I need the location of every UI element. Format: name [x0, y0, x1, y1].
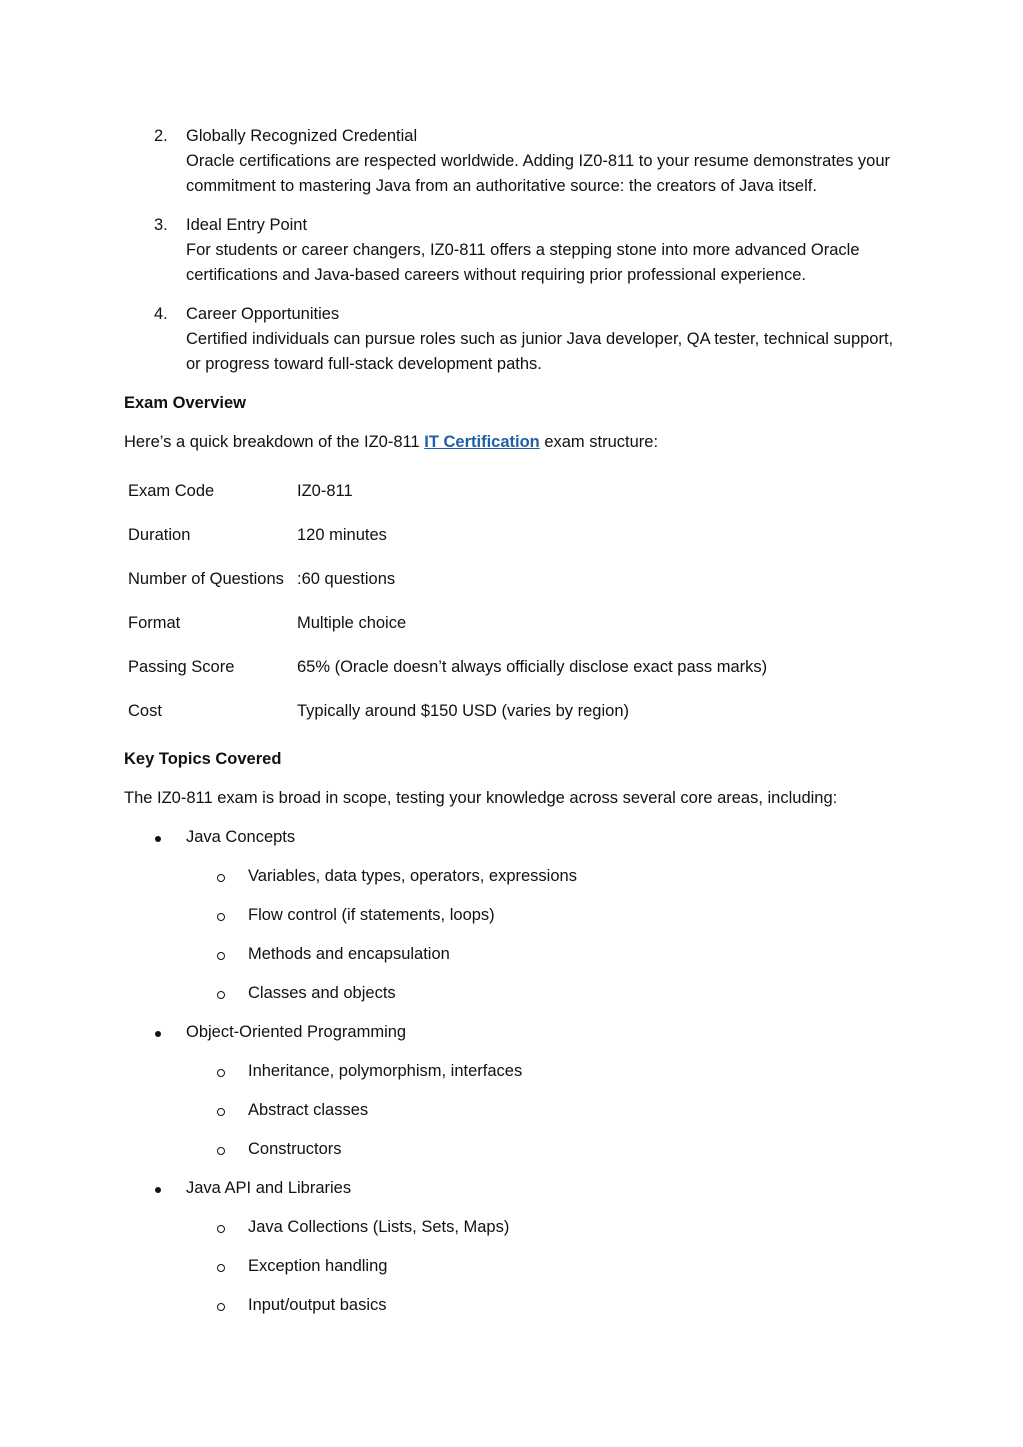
- table-row: [124, 469, 767, 513]
- key-topics-intro: The IZ0-811 exam is broad in scope, testing your knowledge across several core areas, including:: [124, 789, 838, 807]
- exam-overview-table: [124, 469, 767, 733]
- subtopic: Inheritance, polymorphism, interfaces: [248, 1062, 523, 1080]
- table-row: [124, 557, 767, 601]
- bullet-icon: [155, 1187, 161, 1193]
- intro-text: Here’s a quick breakdown of the IZ0-811: [124, 433, 425, 451]
- circle-bullet-icon: [217, 913, 225, 921]
- circle-bullet-icon: [217, 1303, 225, 1311]
- row-label: Number of Questions: [128, 569, 284, 588]
- bullet-icon: [155, 1031, 161, 1037]
- table-row: [124, 645, 767, 689]
- row-value: 65% (Oracle doesn’t always officially disclose exact pass marks): [297, 657, 768, 676]
- list-item: [124, 825, 904, 850]
- item-number: 4.: [154, 305, 168, 323]
- list-item: [124, 1215, 904, 1240]
- numbered-item: [124, 302, 904, 377]
- exam-overview-heading: Exam Overview: [124, 394, 246, 412]
- row-value: 120 minutes: [297, 525, 387, 544]
- list-item: [124, 1293, 904, 1318]
- item-title: Ideal Entry Point: [186, 216, 308, 234]
- list-item: [124, 864, 904, 889]
- item-number: 2.: [154, 127, 168, 145]
- circle-bullet-icon: [217, 874, 225, 882]
- topic-title: Java Concepts: [186, 828, 296, 846]
- row-value: Typically around $150 USD (varies by region): [297, 701, 629, 720]
- item-number: 3.: [154, 216, 168, 234]
- circle-bullet-icon: [217, 1225, 225, 1233]
- row-label: Cost: [128, 701, 162, 720]
- item-body: For students or career changers, IZ0-811 offers a stepping stone into more advanced Oracle certifications and Java-based careers without requiring prior professional experience.: [186, 241, 860, 284]
- table-row: [124, 513, 767, 557]
- row-label: Duration: [128, 525, 191, 544]
- list-item: [124, 1059, 904, 1084]
- circle-bullet-icon: [217, 952, 225, 960]
- list-item: [124, 903, 904, 928]
- subtopic: Abstract classes: [248, 1101, 369, 1119]
- subtopic: Classes and objects: [248, 984, 396, 1002]
- item-body: Oracle certifications are respected worldwide. Adding IZ0-811 to your resume demonstrates your commitment to mastering Java from an authoritative source: the creators of Java itself.: [186, 152, 891, 195]
- row-label: Format: [128, 613, 181, 632]
- it-certification-link[interactable]: IT Certification: [424, 433, 540, 451]
- item-title: Career Opportunities: [186, 305, 340, 323]
- topics-list: [124, 825, 904, 1318]
- list-item: [124, 1254, 904, 1279]
- key-topics-heading: Key Topics Covered: [124, 750, 282, 768]
- subtopic: Flow control (if statements, loops): [248, 906, 495, 924]
- circle-bullet-icon: [217, 1069, 225, 1077]
- row-value: IZ0-811: [297, 481, 353, 500]
- subtopic: Constructors: [248, 1140, 342, 1158]
- topic-title: Java API and Libraries: [186, 1179, 352, 1197]
- subtopic: Input/output basics: [248, 1296, 387, 1314]
- table-row: [124, 601, 767, 645]
- list-item: [124, 1176, 904, 1201]
- row-value: :60 questions: [297, 569, 396, 588]
- row-value: Multiple choice: [297, 613, 407, 632]
- item-body: Certified individuals can pursue roles such as junior Java developer, QA tester, technical support, or progress toward full-stack development paths.: [186, 330, 894, 373]
- document-content: [124, 124, 904, 1332]
- list-item: [124, 981, 904, 1006]
- bullet-icon: [155, 836, 161, 842]
- row-label: Exam Code: [128, 481, 215, 500]
- numbered-item: [124, 213, 904, 288]
- table-row: [124, 689, 767, 733]
- circle-bullet-icon: [217, 1264, 225, 1272]
- row-label: Passing Score: [128, 657, 235, 676]
- exam-overview-intro: [124, 430, 904, 455]
- subtopic: Variables, data types, operators, expressions: [248, 867, 577, 885]
- circle-bullet-icon: [217, 1108, 225, 1116]
- circle-bullet-icon: [217, 1147, 225, 1155]
- numbered-item: [124, 124, 904, 199]
- subtopic: Methods and encapsulation: [248, 945, 450, 963]
- topic-title: Object-Oriented Programming: [186, 1023, 407, 1041]
- list-item: [124, 1020, 904, 1045]
- circle-bullet-icon: [217, 991, 225, 999]
- subtopic: Java Collections (Lists, Sets, Maps): [248, 1218, 510, 1236]
- item-title: Globally Recognized Credential: [186, 127, 418, 145]
- list-item: [124, 1098, 904, 1123]
- intro-text: exam structure:: [539, 433, 659, 451]
- list-item: [124, 942, 904, 967]
- subtopic: Exception handling: [248, 1257, 388, 1275]
- list-item: [124, 1137, 904, 1162]
